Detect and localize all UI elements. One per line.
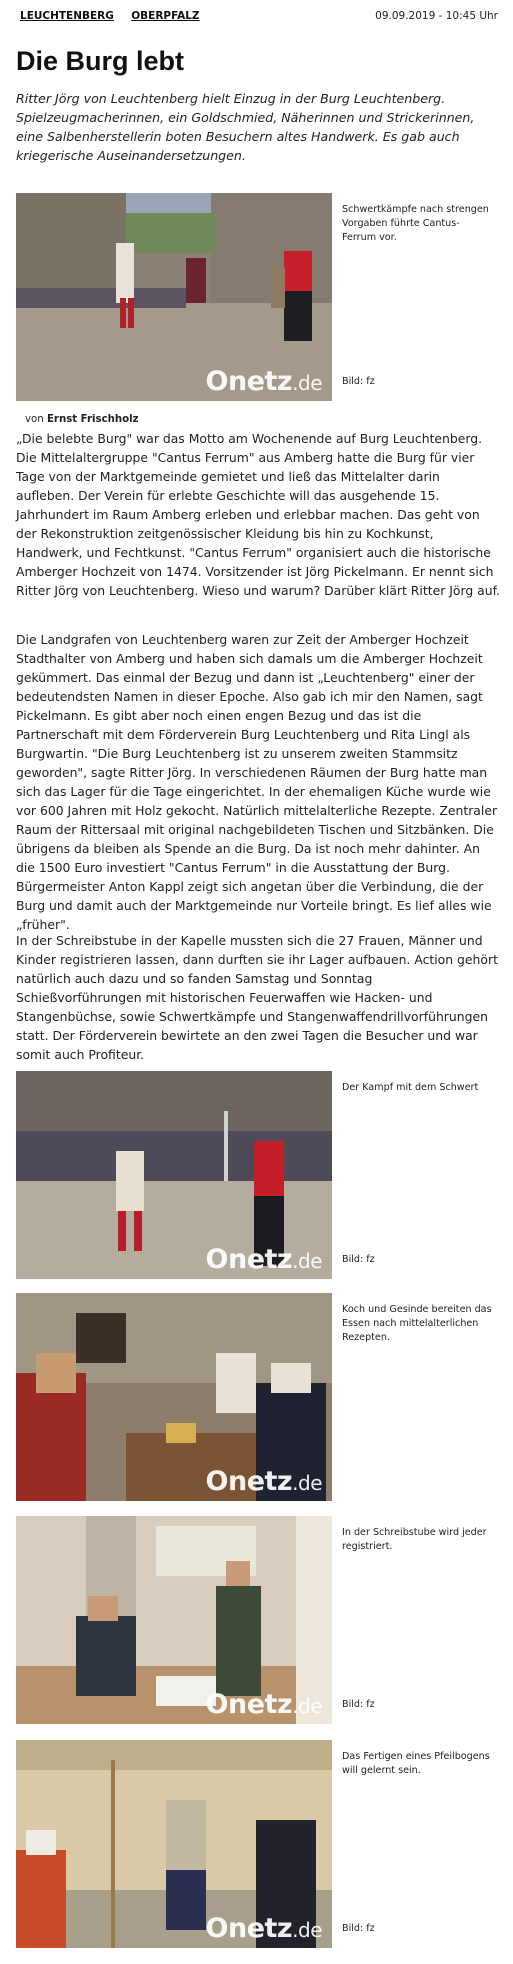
category-link-leuchtenberg[interactable]: LEUCHTENBERG [20, 10, 114, 22]
category-link-oberpfalz[interactable]: OBERPFALZ [131, 10, 200, 22]
figure-4 [16, 1516, 496, 1726]
figure-caption: Schwertkämpfe nach strengen Vorgaben führte Cantus-Ferrum vor. [342, 204, 489, 243]
onetz-watermark: Onetz.de [205, 1466, 322, 1497]
photo-cooking[interactable] [16, 1293, 332, 1501]
figure-2 [16, 1071, 496, 1281]
article-paragraph-3: In der Schreibstube in der Kapelle mussten sich die 27 Frauen, Männer und Kinder registrieren lassen, dann durften sie ihr Lager aufbauen. Action gehört natürlich auch dazu und so fanden Samstag und Sonntag Schießvorführungen mit historischen Feuerwaffen wie Hacken- und Stangenbüchse, sowie Schwertkämpfe und Stangenwaffendrillvorführungen statt. Der Förderverein bewirtete an den zwei Tagen die Besucher und war somit auch Profiteur. [16, 933, 498, 1062]
article-lead: Ritter Jörg von Leuchtenberg hielt Einzug in der Burg Leuchtenberg. Spielzeugmacherinnen, ein Goldschmied, Näherinnen und Strickerinnen, eine Salbenherstellerin boten Besuchern altes Handwerk. Es gab auch kriegerische Auseinandersetzungen. [16, 91, 475, 163]
figure-caption: Das Fertigen eines Pfeilbogens will gelernt sein. [342, 1751, 490, 1776]
breadcrumb [20, 10, 214, 22]
photo-sword-fight-courtyard[interactable] [16, 193, 332, 401]
onetz-watermark: Onetz.de [205, 366, 322, 397]
figure-caption: Der Kampf mit dem Schwert [342, 1082, 479, 1093]
figure-caption: Koch und Gesinde bereiten das Essen nach mittelalterlichen Rezepten. [342, 1304, 492, 1343]
author-name: Ernst Frischholz [46, 414, 139, 425]
onetz-watermark: Onetz.de [205, 1689, 322, 1720]
publish-date: 09.09.2019 - 10:45 Uhr [375, 10, 498, 22]
photo-sword-duel[interactable] [16, 1071, 332, 1279]
article-paragraph-1: „Die belebte Burg" war das Motto am Wochenende auf Burg Leuchtenberg. Die Mittelaltergruppe "Cantus Ferrum" aus Amberg hatte die Burg für vier Tage von der Marktgemeinde gemietet und ließ das Mittelalter darin aufleben. Der Verein für erlebte Geschichte will das ausgehende 15. Jahrhundert im Raum Amberg erleben und erlebbar machen. Das geht von der Rekonstruktion zeitgenössischer Kleidung bis hin zu Kochkunst, Handwerk, und Fechtkunst. "Cantus Ferrum" organisiert auch die historische Amberger Hochzeit von 1474. Vorsitzender ist Jörg Pickelmann. Er nennt sich Ritter Jörg von Leuchtenberg. Wieso und warum? Darüber klärt Ritter Jörg auf. [16, 431, 500, 598]
figure-credit: Bild: fz [342, 1699, 375, 1710]
figure-credit: Bild: fz [342, 1254, 375, 1265]
photo-writing-room[interactable] [16, 1516, 332, 1724]
onetz-watermark: Onetz.de [205, 1244, 322, 1275]
article-author: von Ernst Frischholz [25, 414, 139, 425]
figure-1 [16, 193, 496, 403]
onetz-watermark: Onetz.de [205, 1913, 322, 1944]
article-paragraph-2: Die Landgrafen von Leuchtenberg waren zur Zeit der Amberger Hochzeit Stadthalter von Amberg und haben sich damals um die Amberger Hochzeit gekümmert. Das einmal der Bezug und dann ist „Leuchtenberg" einer der bedeutendsten Namen in dieser Epoche. Also gab ich mir den Namen, sagt Pickelmann. Es gibt aber noch einen engen Bezug und das ist die Partnerschaft mit dem Förderverein Burg Leuchtenberg und Rita Lingl als Burgwartin. "Die Burg Leuchtenberg ist zu unserem zweiten Stammsitz geworden", sagte Ritter Jörg. In verschiedenen Räumen der Burg hatte man sich das Lager für die Tage eingerichtet. In der ehemaligen Küche wurde wie vor 600 Jahren mit Holz gekocht. Natürlich mittelalterliche Rezepte. Zentraler Raum der Rittersaal mit original nachgebildeten Tischen und Sitzbänken. Die übrigens da bleiben als Spende an die Burg. Da ist noch mehr dahinter. An die 1500 Euro investiert "Cantus Ferrum" in die Ausstattung der Burg. Bürgermeister Anton Kappl zeigt sich angetan über die Verbindung, die der Burg und damit auch der Marktgemeinde nur Vorteile bringt. Es lief alles wie „früher". [16, 632, 498, 932]
photo-bow-making[interactable] [16, 1740, 332, 1948]
top-bar [20, 10, 498, 26]
figure-credit: Bild: fz [342, 376, 375, 387]
figure-credit: Bild: fz [342, 1923, 375, 1934]
article-title: Die Burg lebt [16, 46, 185, 76]
figure-caption: In der Schreibstube wird jeder registriert. [342, 1527, 487, 1552]
figure-5 [16, 1740, 496, 1950]
figure-3 [16, 1293, 496, 1503]
